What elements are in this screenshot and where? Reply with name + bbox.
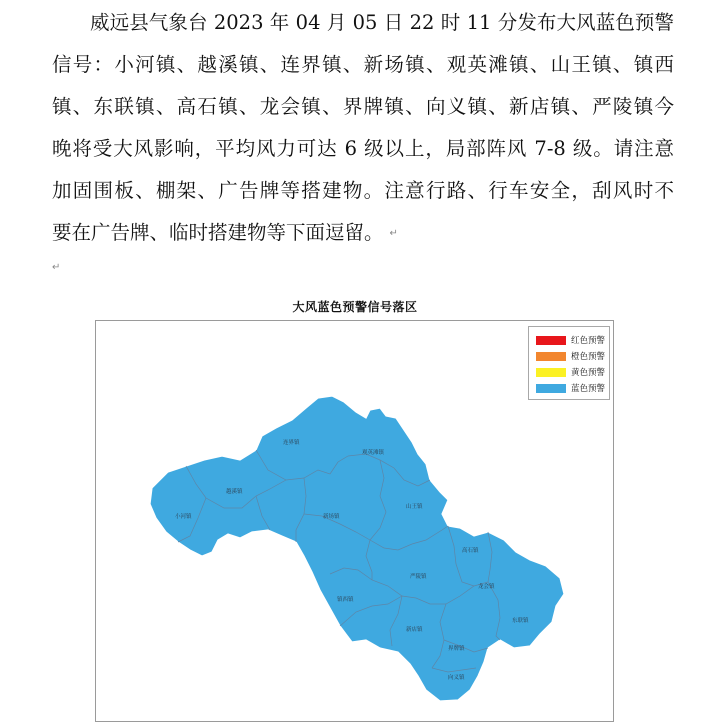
town-label: 高石镇 <box>462 548 479 554</box>
legend-swatch <box>536 384 566 393</box>
town-label: 山王镇 <box>406 504 423 510</box>
county-region <box>150 396 564 701</box>
town-label: 新场镇 <box>323 514 340 520</box>
paragraph-line: 要在广告牌、临时搭建物等下面逗留。 <box>52 221 384 244</box>
town-label: 观英滩镇 <box>362 450 385 456</box>
legend-item <box>536 334 605 346</box>
legend-swatch <box>536 336 566 345</box>
paragraph-line: 晚将受大风影响，平均风力可达 6 级以上，局部阵风 7-8 级。请注意 <box>52 137 674 160</box>
legend-swatch <box>536 352 566 361</box>
county-area <box>150 396 564 701</box>
legend-item <box>536 382 605 394</box>
legend-label: 红色预警 <box>571 336 606 346</box>
town-label: 东联镇 <box>512 618 529 624</box>
town-label: 新店镇 <box>406 627 423 633</box>
legend-label: 黄色预警 <box>571 368 606 378</box>
town-label: 向义镇 <box>448 675 465 681</box>
town-label: 界牌镇 <box>448 646 465 652</box>
paragraph-line: 信号：小河镇、越溪镇、连界镇、新场镇、观英滩镇、山王镇、镇西 <box>52 53 674 76</box>
figure-title: 大风蓝色预警信号落区 <box>292 300 418 314</box>
town-label: 龙会镇 <box>478 584 495 590</box>
town-label: 镇西镇 <box>337 597 354 603</box>
empty-paragraph-mark-icon: ↵ <box>52 262 61 273</box>
legend-item <box>536 366 605 378</box>
legend-label: 蓝色预警 <box>571 384 606 394</box>
paragraph-line: 加固围板、棚架、广告牌等搭建物。注意行路、行车安全，刮风时不 <box>52 179 674 202</box>
town-label: 连界镇 <box>283 440 300 446</box>
paragraph-mark-icon: ↵ <box>389 227 398 239</box>
legend-swatch <box>536 368 566 377</box>
town-label: 小河镇 <box>175 514 192 520</box>
paragraph-line: 镇、东联镇、高石镇、龙会镇、界牌镇、向义镇、新店镇、严陵镇今 <box>52 95 674 118</box>
legend-item <box>536 350 605 362</box>
town-label: 严陵镇 <box>410 574 427 580</box>
legend-label: 橙色预警 <box>571 352 606 362</box>
town-label: 越溪镇 <box>226 489 243 495</box>
paragraph-line: 威远县气象台 2023 年 04 月 05 日 22 时 11 分发布大风蓝色预警 <box>90 11 674 34</box>
map-legend <box>528 326 610 400</box>
